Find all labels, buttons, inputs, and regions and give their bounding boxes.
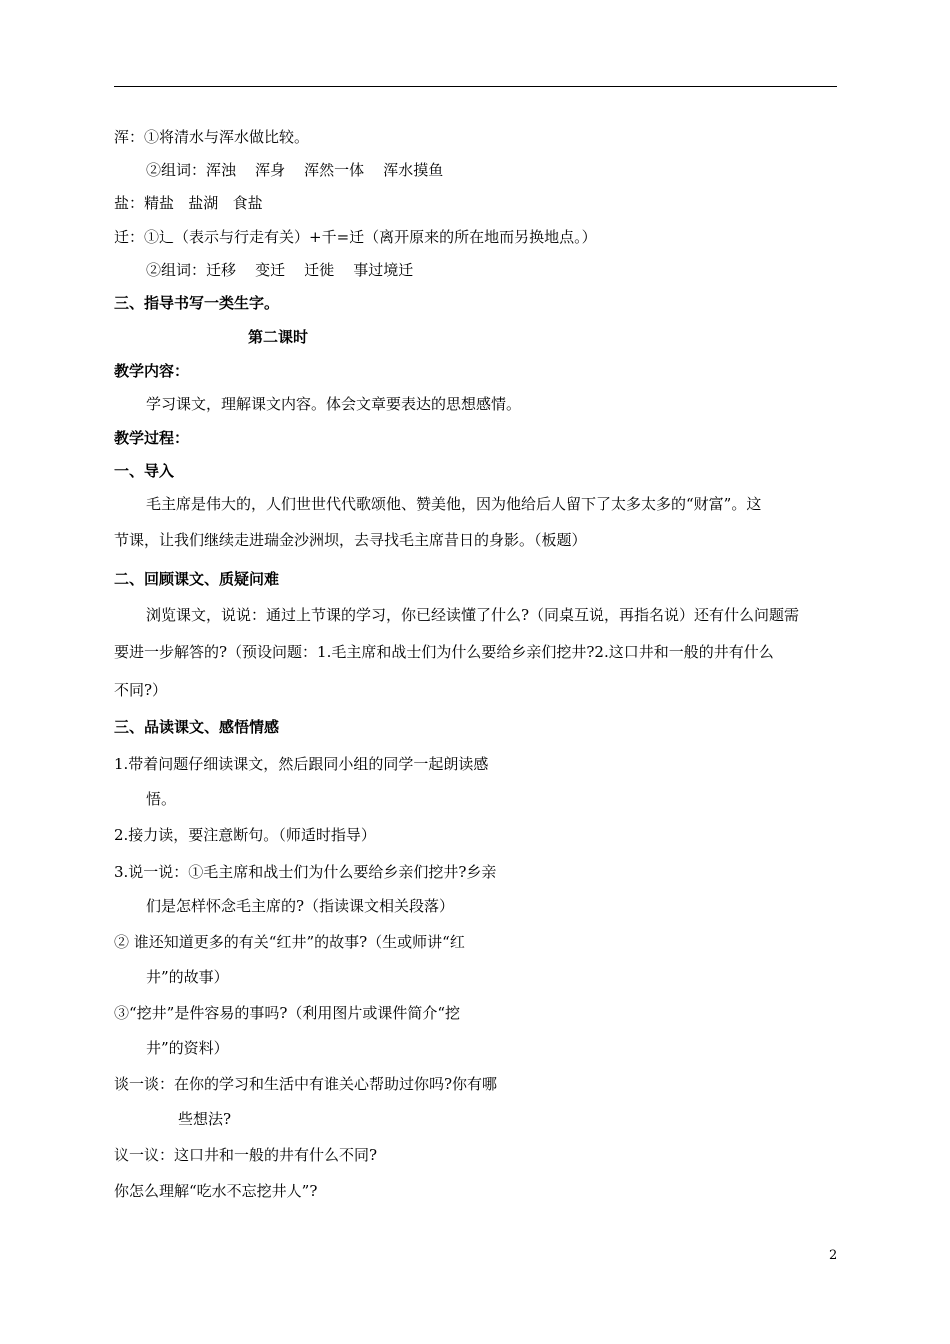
text-line: 议一议：这口井和一般的井有什么不同?: [114, 1146, 378, 1164]
text-line: 节课，让我们继续走进瑞金沙洲坝，去寻找毛主席昔日的身影。（板题）: [114, 531, 587, 549]
text-line: 你怎么理解“吃水不忘挖井人”?: [114, 1182, 318, 1200]
text-line: 谈一谈：在你的学习和生活中有谁关心帮助过你吗?你有哪: [114, 1075, 498, 1093]
section-heading: 一、导入: [114, 462, 175, 480]
text-line: 1.带着问题仔细读课文，然后跟同小组的同学一起朗读感: [114, 755, 489, 773]
page-number: 2: [829, 1248, 838, 1263]
text-line: 学习课文，理解课文内容。体会文章要表达的思想感情。: [146, 395, 522, 413]
section-heading: 二、回顾课文、质疑问难: [114, 570, 280, 588]
text-line: 要进一步解答的?（预设问题：1.毛主席和战士们为什么要给乡亲们挖井?2.这口井和一般的井有什么: [114, 643, 774, 661]
text-line: 浏览课文，说说：通过上节课的学习，你已经读懂了什么?（同桌互说，再指名说）还有什么问题需: [146, 606, 800, 624]
section-heading: 三、品读课文、感悟情感: [114, 718, 280, 736]
text-line: ②组词：浑浊 浑身 浑然一体 浑水摸鱼: [146, 161, 444, 179]
text-line: 不同?）: [114, 681, 168, 699]
text-line: ② 谁还知道更多的有关“红井”的故事?（生或师讲“红: [114, 933, 465, 951]
text-line: 盐：精盐 盐湖 食盐: [114, 194, 263, 212]
text-line: ②组词：迁移 变迁 迁徙 事过境迁: [146, 261, 414, 279]
text-line: 3.说一说：①毛主席和战士们为什么要给乡亲们挖井?乡亲: [114, 863, 497, 881]
text-line: 迁：①辶（表示与行走有关）+千=迁（离开原来的所在地而另换地点。）: [114, 228, 597, 246]
lesson-title: 第二课时: [248, 328, 309, 346]
section-heading: 教学内容：: [114, 362, 190, 380]
text-line: 悟。: [146, 790, 177, 808]
section-heading: 教学过程：: [114, 429, 190, 447]
header-rule: [114, 86, 837, 87]
text-line: 毛主席是伟大的，人们世世代代歌颂他、赞美他，因为他给后人留下了太多太多的“财富”。这: [146, 495, 762, 513]
text-line: 2.接力读，要注意断句。（师适时指导）: [114, 826, 376, 844]
text-line: 井”的资料）: [146, 1039, 229, 1057]
text-line: 井”的故事）: [146, 968, 229, 986]
text-line: 些想法?: [178, 1110, 232, 1128]
text-line: ③“挖井”是件容易的事吗?（利用图片或课件简介“挖: [114, 1004, 461, 1022]
text-line: 们是怎样怀念毛主席的?（指读课文相关段落）: [146, 897, 455, 915]
section-heading: 三、指导书写一类生字。: [114, 294, 280, 312]
text-line: 浑：①将清水与浑水做比较。: [114, 128, 310, 146]
